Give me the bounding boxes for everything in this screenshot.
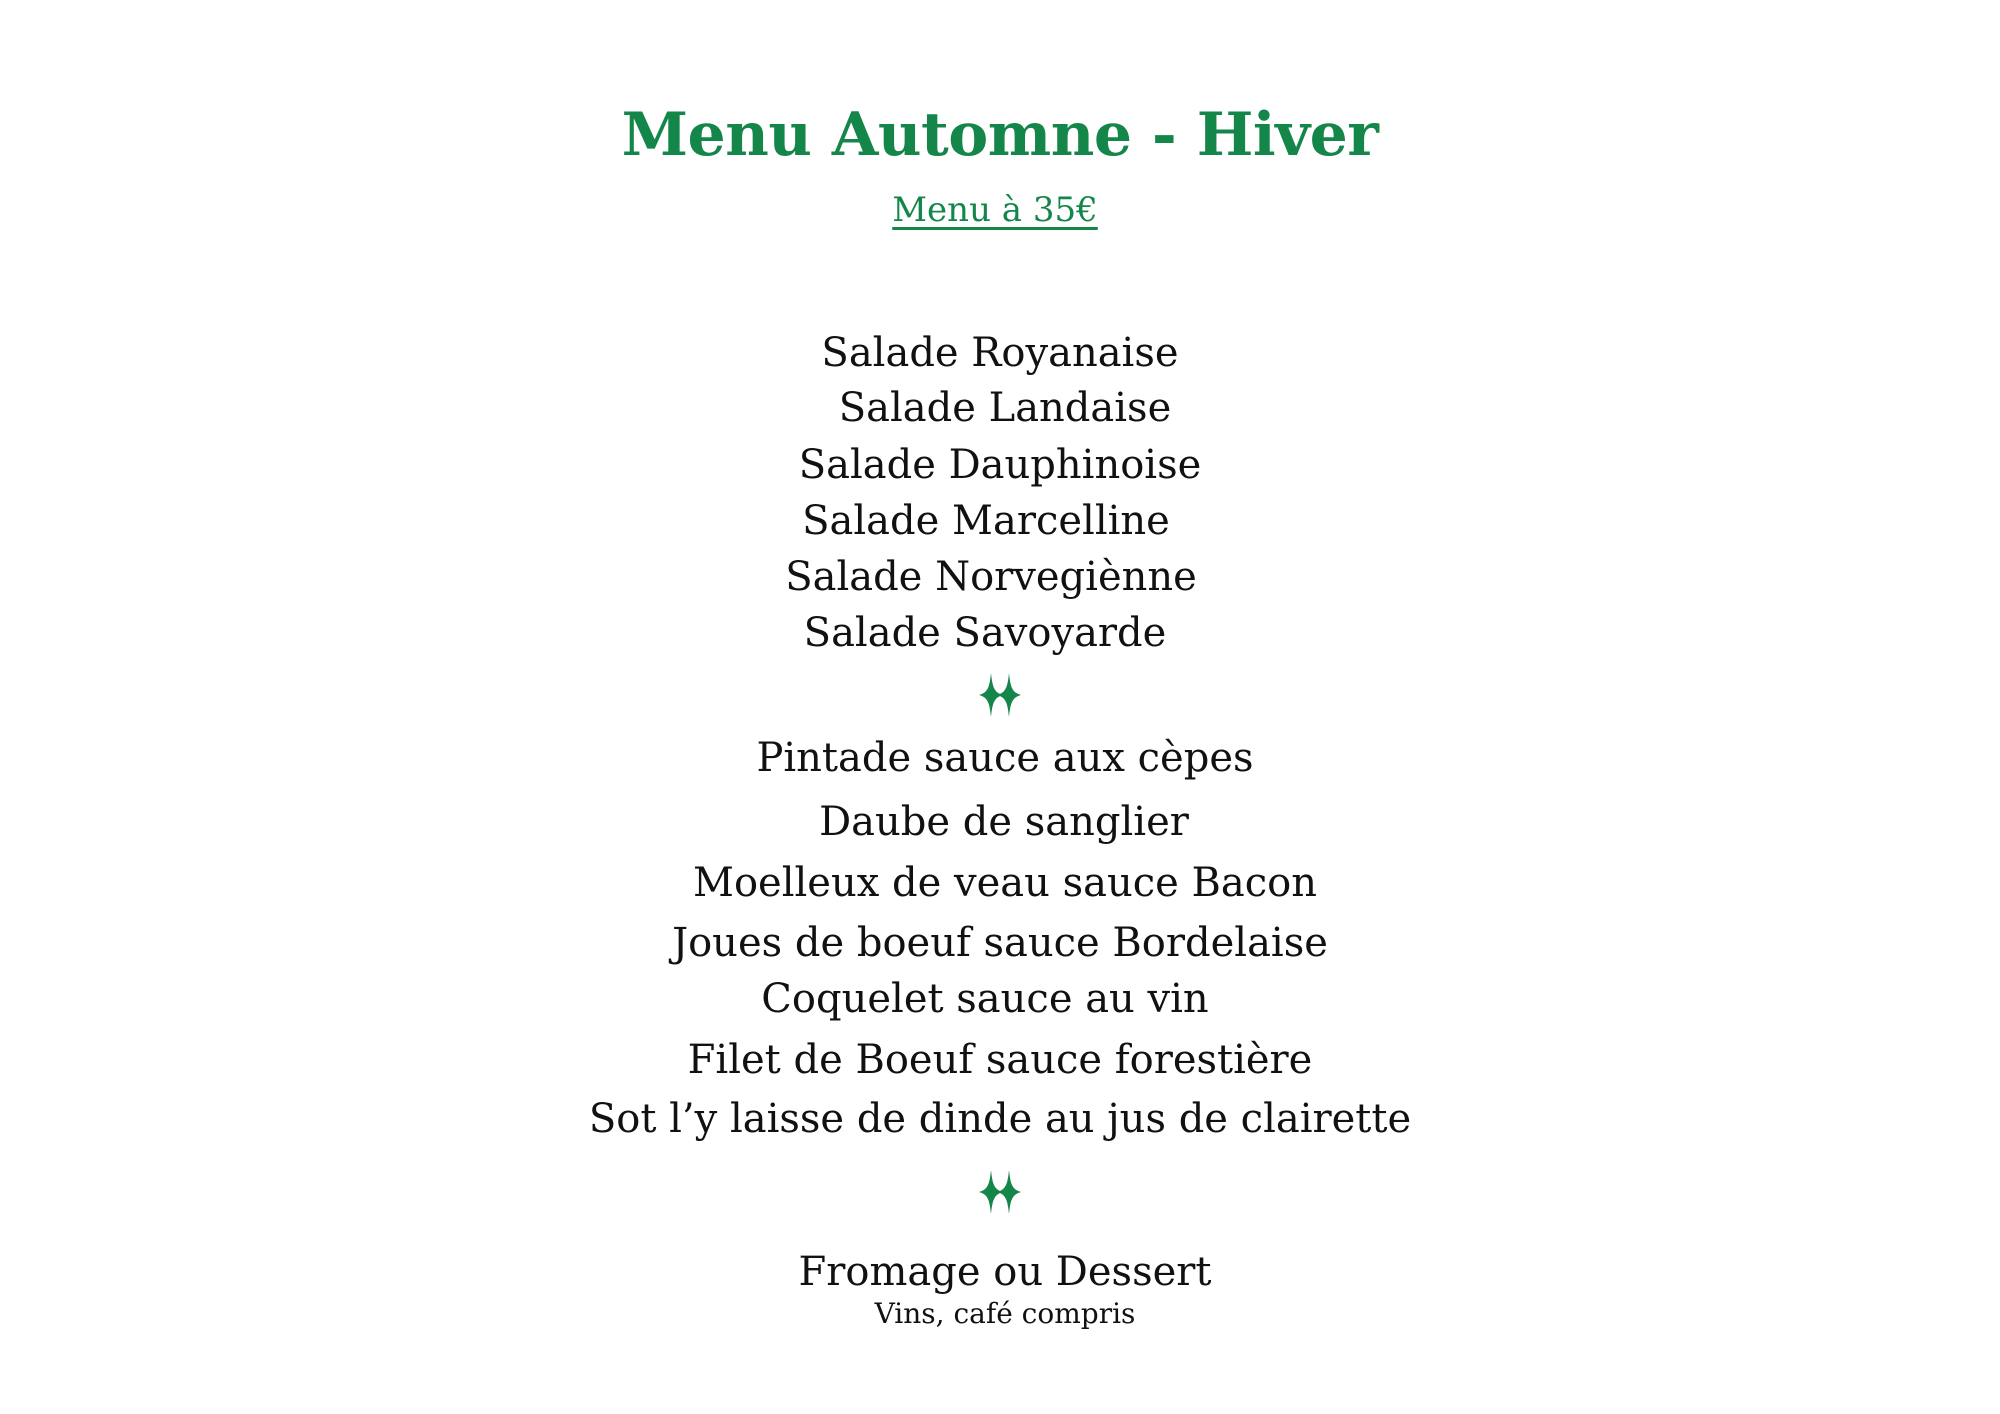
starter-item: Salade Royanaise bbox=[821, 330, 1179, 376]
menu-title: Menu Automne - Hiver bbox=[621, 100, 1379, 170]
menu-price: Menu à 35€ bbox=[892, 190, 1098, 230]
cheese-or-dessert: Fromage ou Dessert bbox=[798, 1249, 1212, 1295]
starter-item: Salade Dauphinoise bbox=[798, 442, 1202, 488]
sparkle-icon bbox=[977, 1170, 1023, 1214]
main-item: Coquelet sauce au vin bbox=[761, 976, 1209, 1022]
starter-item: Salade Marcelline bbox=[802, 498, 1170, 544]
sparkle-icon bbox=[977, 673, 1023, 717]
main-item: Sot l’y laisse de dinde au jus de clairette bbox=[588, 1096, 1412, 1142]
main-item: Pintade sauce aux cèpes bbox=[756, 735, 1254, 781]
starter-item: Salade Savoyarde bbox=[803, 610, 1167, 656]
main-item: Filet de Boeuf sauce forestière bbox=[687, 1037, 1313, 1083]
main-item: Moelleux de veau sauce Bacon bbox=[692, 860, 1317, 906]
starter-item: Salade Norvegiènne bbox=[785, 554, 1197, 600]
main-item: Joues de boeuf sauce Bordelaise bbox=[672, 920, 1328, 966]
main-item: Daube de sanglier bbox=[819, 799, 1189, 845]
included-note: Vins, café compris bbox=[874, 1297, 1136, 1330]
starter-item: Salade Landaise bbox=[838, 385, 1172, 431]
